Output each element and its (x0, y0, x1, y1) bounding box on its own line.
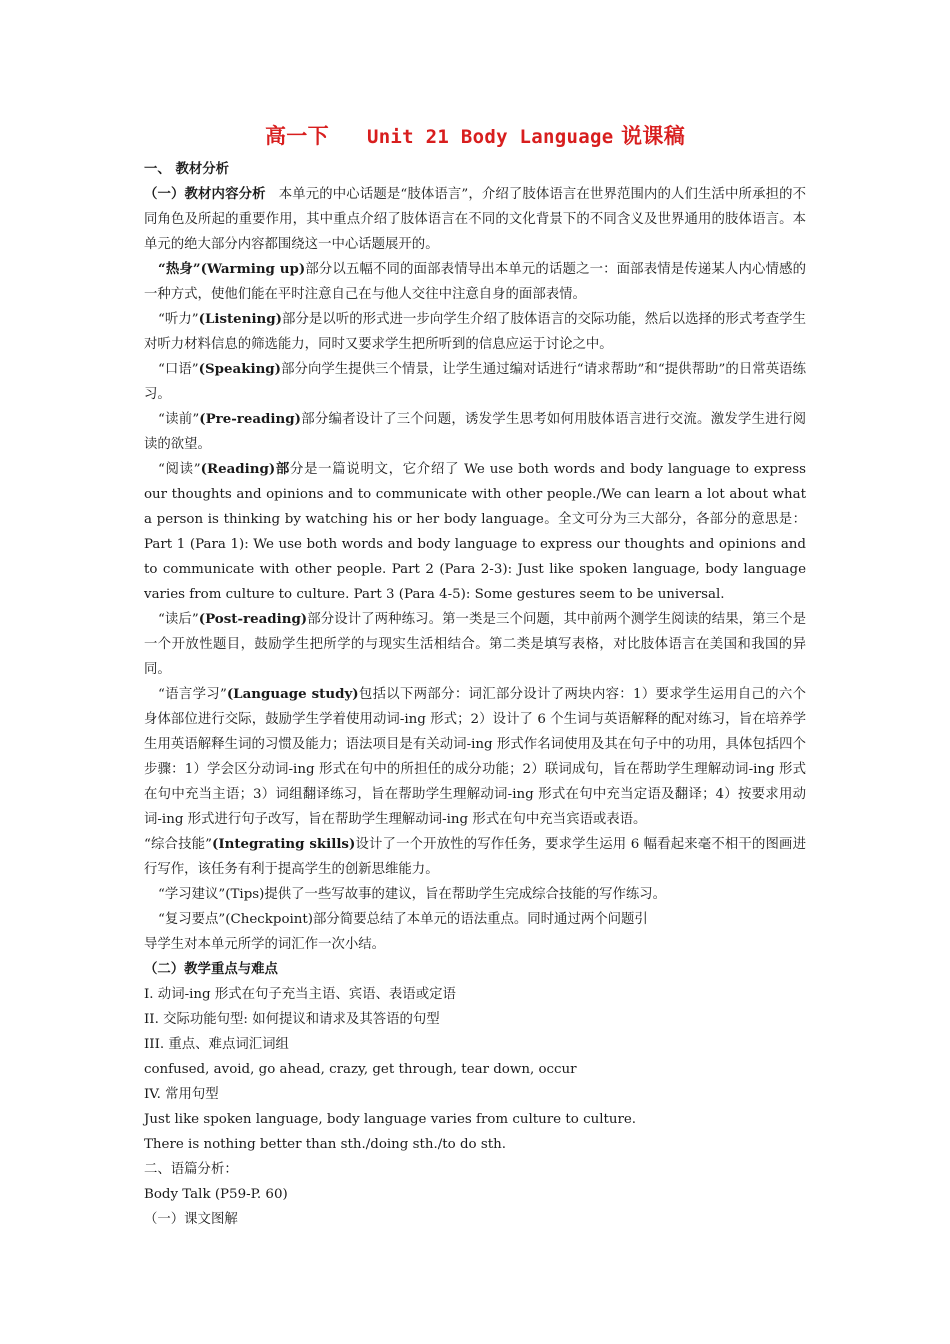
paragraph-head: (Listening) (198, 311, 282, 327)
paragraph-text: 包括以下两部分：词汇部分设计了两块内容：1）要求学生运用自己的六个身体部位进行交际，鼓励学生学着使用动词-ing 形式；2）设计了 6 个生词与英语解释的配对练习，旨在培养学生用英语解释生词的习惯及能力；语法项目是有关动词-ing 形式作名词使用及其在句子中的功用，具体包括四个步骤：1）学会区分动词-ing 形式在句中的所担任的成分功能；2）联词成句，旨在帮助学生理解动词-ing 形式在句中充当主语；3）词组翻译练习，旨在帮助学生理解动词-ing 形式在句中充当定语及翻译；4）按要求用动词-ing 形式进行句子改写，旨在帮助学生理解动词-ing 形式在句中充当宾语或表语。 (144, 687, 806, 827)
paragraph-text: 部分设计了两种练习。第一类是三个问题，其中前两个测学生阅读的结果，第三个是一个开放性题目，鼓励学生把所学的与现实生活相结合。第二类是填写表格，对比肢体语言在美国和我国的异同。 (144, 612, 806, 677)
paragraph-integrating-skills (144, 832, 806, 882)
paragraph-head: “热身”(Warming up) (158, 261, 306, 277)
paragraph-content-analysis (144, 182, 806, 257)
list-line: Just like spoken language, body language varies from culture to culture. (144, 1112, 637, 1127)
title-suffix: 说课稿 (621, 123, 686, 148)
paragraph-checkpoint-line2: 导学生对本单元所学的词汇作一次小结。 (144, 937, 386, 952)
paragraph-checkpoint-line1: “复习要点”(Checkpoint)部分简要总结了本单元的语法重点。同时通过两个问题引 (158, 912, 648, 927)
paragraph-reading (144, 457, 806, 607)
list-line: I. 动词-ing 形式在句子充当主语、宾语、表语或定语 (144, 987, 456, 1002)
paragraph-head: (Language study) (226, 686, 359, 702)
paragraph-listening (144, 307, 806, 357)
list-line: IV. 常用句型 (144, 1087, 219, 1102)
paragraph-language-study (144, 682, 806, 832)
paragraph-text: 部分编者设计了三个问题，诱发学生思考如何用肢体语言进行交流。激发学生进行阅读的欲望。 (144, 412, 807, 452)
paragraph-head: (Pre-reading) (199, 411, 301, 427)
paragraph-speaking (144, 357, 806, 407)
section-1-heading: 一、 教材分析 (144, 161, 230, 177)
paragraph-quote: “听力” (158, 312, 199, 327)
section-2-heading: 二、语篇分析： (144, 1162, 238, 1177)
paragraph-text: 本单元的中心话题是“肢体语言”，介绍了肢体语言在世界范围内的人们生活中所承担的不同角色及所起的重要作用，其中重点介绍了肢体语言在不同的文化背景下的不同含义及世界通用的肢体语言。本单元的绝大部分内容都围绕这一中心话题展开的。 (144, 187, 806, 252)
subsection-2-heading: （二）教学重点与难点 (144, 961, 278, 977)
paragraph-warming-up (144, 257, 806, 307)
paragraph-head: (Reading)部 (200, 461, 290, 477)
paragraph-head: (Integrating skills) (212, 836, 356, 852)
paragraph-head: (Post-reading) (198, 611, 308, 627)
paragraph-pre-reading (144, 407, 806, 457)
paragraph-quote: “语言学习” (158, 687, 227, 702)
paragraph-head: (Speaking) (198, 361, 282, 377)
paragraph-quote: “口语” (158, 362, 199, 377)
paragraph-quote: “综合技能” (144, 837, 213, 852)
paragraph-quote: “读前” (158, 412, 200, 427)
paragraph-text: 设计了一个开放性的写作任务，要求学生运用 6 幅看起来毫不相干的图画进行写作，该任务有利于提高学生的创新思维能力。 (144, 837, 806, 877)
list-line: Body Talk (P59-P. 60) (144, 1187, 288, 1202)
paragraph-tips: “学习建议”(Tips)提供了一些写故事的建议，旨在帮助学生完成综合技能的写作练习。 (158, 887, 667, 902)
paragraph-quote: “读后” (158, 612, 199, 627)
paragraph-quote: “阅读” (158, 462, 201, 477)
paragraph-text: 部分以五幅不同的面部表情导出本单元的话题之一：面部表情是传递某人内心情感的一种方式，使他们能在平时注意自己在与他人交往中注意自身的面部表情。 (144, 262, 807, 302)
paragraph-post-reading (144, 607, 806, 682)
title-unit: Unit 21 Body Language (366, 126, 614, 148)
paragraph-text: 分是一篇说明文，它介绍了 We use both words and body language to express our thoughts and opinions and to communicate with other people./We can learn a lot about what a person is thinking by watching his or her body language。全文可分为三大部分，各部分的意思是： Part 1 (Para 1): We use both words and body language to express our thoughts and opinions and to communicate with other people. Part 2 (Para 2-3): Just like spoken language, body language varies from culture to culture. Part 3 (Para 4-5): Some gestures seem to be universal. (144, 462, 806, 602)
list-line: confused, avoid, go ahead, crazy, get through, tear down, occur (144, 1062, 577, 1077)
paragraph-text: 部分是以听的形式进一步向学生介绍了肢体语言的交际功能，然后以选择的形式考查学生对听力材料信息的筛选能力，同时又要求学生把所听到的信息应运于讨论之中。 (144, 312, 806, 352)
document-title (144, 120, 806, 153)
list-line: III. 重点、难点词汇词组 (144, 1037, 289, 1052)
paragraph-text: 部分向学生提供三个情景，让学生通过编对话进行“请求帮助”和“提供帮助”的日常英语练习。 (144, 362, 806, 402)
list-line: （一）课文图解 (144, 1212, 238, 1227)
subsection-heading: （一）教材内容分析 (144, 186, 266, 202)
document-page (144, 120, 806, 1232)
title-grade: 高一下 (264, 123, 329, 148)
list-line: II. 交际功能句型: 如何提议和请求及其答语的句型 (144, 1012, 440, 1027)
list-line: There is nothing better than sth./doing sth./to do sth. (144, 1137, 506, 1152)
